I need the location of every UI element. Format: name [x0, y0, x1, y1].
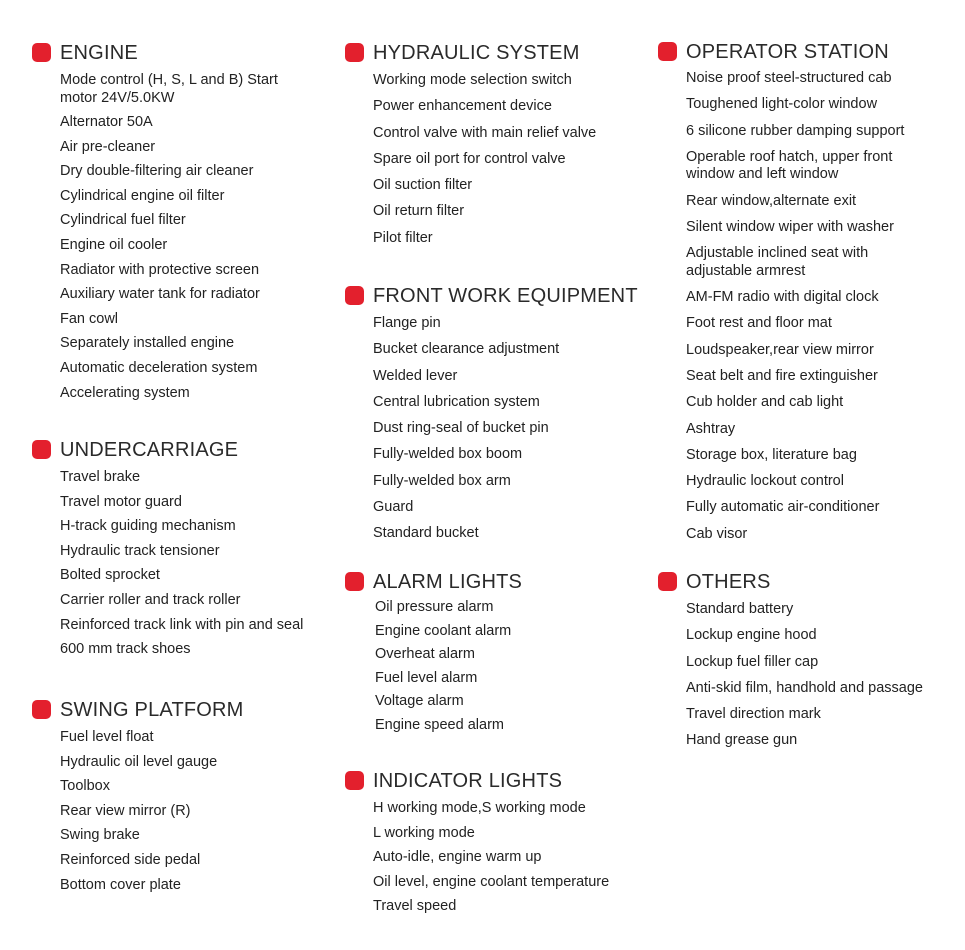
list-item: Adjustable inclined seat with adjustable armrest	[686, 245, 869, 279]
section-title: OPERATOR STATION	[686, 41, 889, 63]
list-item: Fully-welded box boom	[373, 446, 523, 463]
section-heading	[32, 698, 244, 724]
list-item: L working mode	[373, 824, 475, 841]
section-heading	[345, 284, 638, 310]
list-item: Fully-welded box arm	[373, 472, 511, 489]
list-item: Toughened light-color window	[686, 96, 878, 113]
list-item: Oil level, engine coolant temperature	[373, 873, 610, 890]
list-item: Alternator 50A	[60, 114, 153, 131]
item-list	[373, 315, 559, 552]
list-item: Oil pressure alarm	[375, 599, 494, 615]
list-item: Reinforced side pedal	[60, 851, 201, 868]
red-square-icon	[345, 43, 364, 62]
list-item: Operable roof hatch, upper front window and left window	[686, 148, 893, 183]
list-item: Control valve with main relief valve	[373, 124, 597, 141]
list-item: Fuel level alarm	[375, 669, 478, 686]
list-item: Bottom cover plate	[60, 876, 181, 893]
section-title: SWING PLATFORM	[60, 699, 244, 721]
section-title: FRONT WORK EQUIPMENT	[373, 285, 638, 307]
list-item: H-track guiding mechanism	[60, 518, 236, 535]
list-item: Carrier roller and track roller	[60, 591, 241, 608]
list-item: H working mode,S working mode	[373, 800, 586, 816]
red-square-icon	[345, 286, 364, 305]
list-item: Travel direction mark	[686, 706, 821, 723]
list-item: Welded lever	[373, 367, 458, 384]
list-item: Anti-skid film, handhold and passage	[686, 679, 923, 696]
list-item: Engine coolant alarm	[375, 622, 512, 639]
list-item: Rear view mirror (R)	[60, 802, 191, 819]
list-item: Foot rest and floor mat	[686, 315, 832, 332]
section-heading	[658, 40, 904, 66]
list-item: Engine oil cooler	[60, 237, 168, 254]
item-list	[373, 72, 596, 256]
section-heading	[32, 41, 278, 67]
list-item: Auxiliary water tank for radiator	[60, 286, 260, 303]
section-others	[658, 570, 923, 759]
list-item: Standard bucket	[373, 525, 479, 542]
list-item: Oil suction filter	[373, 177, 473, 194]
list-item: Working mode selection switch	[373, 72, 572, 88]
list-item: Cab visor	[686, 525, 748, 542]
red-square-icon	[32, 700, 51, 719]
list-item: Hydraulic track tensioner	[60, 542, 220, 559]
item-list	[373, 800, 609, 923]
list-item: Lockup fuel filler cap	[686, 653, 819, 670]
list-item: Oil return filter	[373, 203, 465, 220]
red-square-icon	[345, 771, 364, 790]
list-item: Ashtray	[686, 420, 736, 437]
list-item: Automatic deceleration system	[60, 360, 258, 377]
list-item: Dust ring-seal of bucket pin	[373, 420, 549, 437]
section-title: HYDRAULIC SYSTEM	[373, 42, 580, 64]
list-item: Separately installed engine	[60, 335, 235, 352]
section-indicator-lights	[345, 769, 609, 923]
list-item: Seat belt and fire extinguisher	[686, 367, 878, 384]
section-title: UNDERCARRIAGE	[60, 439, 239, 461]
list-item: Pilot filter	[373, 229, 433, 246]
item-list	[60, 469, 303, 666]
list-item: AM-FM radio with digital clock	[686, 289, 879, 306]
list-item: Dry double-filtering air cleaner	[60, 163, 254, 180]
section-title: ALARM LIGHTS	[373, 571, 523, 593]
list-item: Spare oil port for control valve	[373, 150, 566, 167]
list-item: Engine speed alarm	[375, 716, 504, 733]
list-item: Overheat alarm	[375, 646, 475, 663]
section-heading	[658, 570, 923, 596]
list-item: Air pre-cleaner	[60, 138, 156, 155]
list-item: Central lubrication system	[373, 393, 540, 410]
section-heading	[345, 769, 609, 795]
list-item: Cylindrical fuel filter	[60, 212, 186, 229]
list-item: Flange pin	[373, 315, 441, 331]
list-item: Voltage alarm	[375, 693, 464, 710]
section-swing-platform	[32, 698, 244, 901]
list-item: 6 silicone rubber damping support	[686, 122, 905, 139]
list-item: Fuel level float	[60, 729, 154, 745]
section-front-work-equipment	[345, 284, 638, 552]
list-item: Loudspeaker,rear view mirror	[686, 341, 874, 358]
list-item: 600 mm track shoes	[60, 641, 191, 658]
list-item: Guard	[373, 499, 414, 516]
item-list	[60, 729, 217, 901]
list-item: Storage box, literature bag	[686, 446, 857, 463]
list-item: Auto-idle, engine warm up	[373, 849, 542, 866]
list-item: Lockup engine hood	[686, 627, 817, 644]
list-item: Cub holder and cab light	[686, 394, 844, 411]
red-square-icon	[32, 440, 51, 459]
list-item: Fully automatic air-conditioner	[686, 499, 880, 516]
section-title: INDICATOR LIGHTS	[373, 770, 563, 792]
list-item: Hand grease gun	[686, 732, 798, 749]
section-title: OTHERS	[686, 571, 771, 593]
list-item: Silent window wiper with washer	[686, 218, 894, 235]
list-item: Toolbox	[60, 778, 110, 795]
section-alarm-lights	[345, 570, 523, 741]
list-item: Fan cowl	[60, 310, 119, 327]
list-item: Standard battery	[686, 601, 794, 617]
list-item: Travel motor guard	[60, 493, 182, 510]
list-item: Hydraulic oil level gauge	[60, 753, 218, 770]
list-item: Hydraulic lockout control	[686, 473, 844, 490]
red-square-icon	[32, 43, 51, 62]
list-item: Accelerating system	[60, 384, 190, 401]
list-item: Mode control (H, S, L and B) Start motor 24V/5.0KW	[60, 72, 278, 106]
list-item: Bucket clearance adjustment	[373, 341, 560, 358]
section-undercarriage	[32, 438, 303, 666]
item-list	[375, 599, 511, 741]
red-square-icon	[345, 572, 364, 591]
section-heading	[345, 41, 596, 67]
list-item: Reinforced track link with pin and seal	[60, 616, 304, 633]
section-title: ENGINE	[60, 42, 138, 64]
section-operator-station	[658, 40, 904, 552]
list-item: Noise proof steel-structured cab	[686, 70, 892, 86]
item-list	[686, 70, 904, 552]
list-item: Travel speed	[373, 898, 457, 915]
item-list	[686, 601, 923, 759]
section-hydraulic-system	[345, 41, 596, 256]
list-item: Travel brake	[60, 469, 141, 485]
section-heading	[32, 438, 303, 464]
section-heading	[345, 570, 523, 596]
red-square-icon	[658, 572, 677, 591]
list-item: Radiator with protective screen	[60, 261, 260, 278]
item-list	[60, 72, 278, 409]
red-square-icon	[658, 42, 677, 61]
list-item: Cylindrical engine oil filter	[60, 187, 225, 204]
list-item: Power enhancement device	[373, 98, 552, 115]
section-engine	[32, 41, 278, 409]
list-item: Swing brake	[60, 827, 140, 844]
list-item: Rear window,alternate exit	[686, 192, 857, 209]
list-item: Bolted sprocket	[60, 567, 160, 584]
